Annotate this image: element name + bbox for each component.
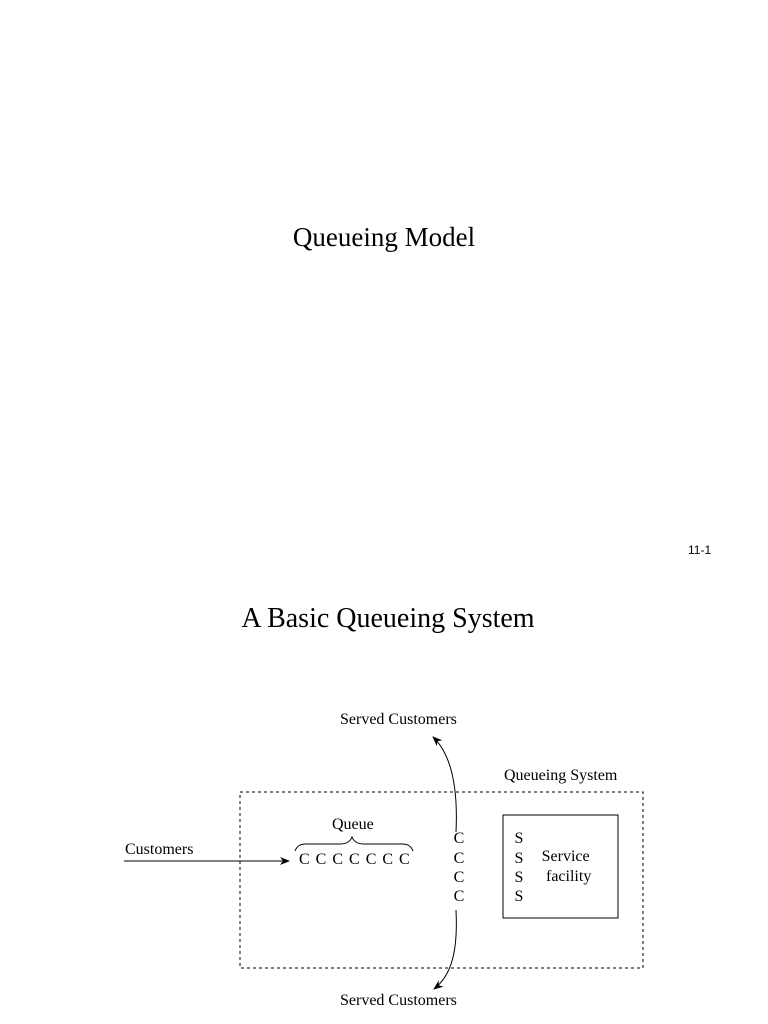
service-facility-line2: facility (546, 868, 592, 885)
server: S (514, 869, 524, 886)
server: S (514, 830, 524, 847)
served-customers-top-label: Served Customers (340, 711, 457, 728)
queue-label: Queue (332, 816, 374, 833)
service-facility-label (540, 847, 591, 887)
in-service-customer: C (453, 850, 465, 867)
in-service-customer: C (453, 830, 465, 847)
service-facility-line1: Service (541, 848, 590, 865)
in-service-customer: C (453, 888, 465, 905)
server: S (514, 888, 524, 905)
slide2-title: A Basic Queueing System (241, 603, 535, 634)
in-service-customer: C (453, 869, 465, 886)
server: S (514, 850, 524, 867)
page-number: 11-1 (688, 543, 712, 557)
queueing-system-label: Queueing System (504, 767, 618, 784)
customers-label: Customers (125, 841, 194, 858)
served-exit-arrow-bottom (434, 910, 456, 989)
slide1-title: Queueing Model (292, 222, 476, 252)
served-customers-bottom-label: Served Customers (340, 992, 457, 1009)
served-exit-arrow-top (433, 737, 456, 832)
queue-brace (295, 837, 413, 851)
queue-customers: C C C C C C C (299, 851, 411, 868)
